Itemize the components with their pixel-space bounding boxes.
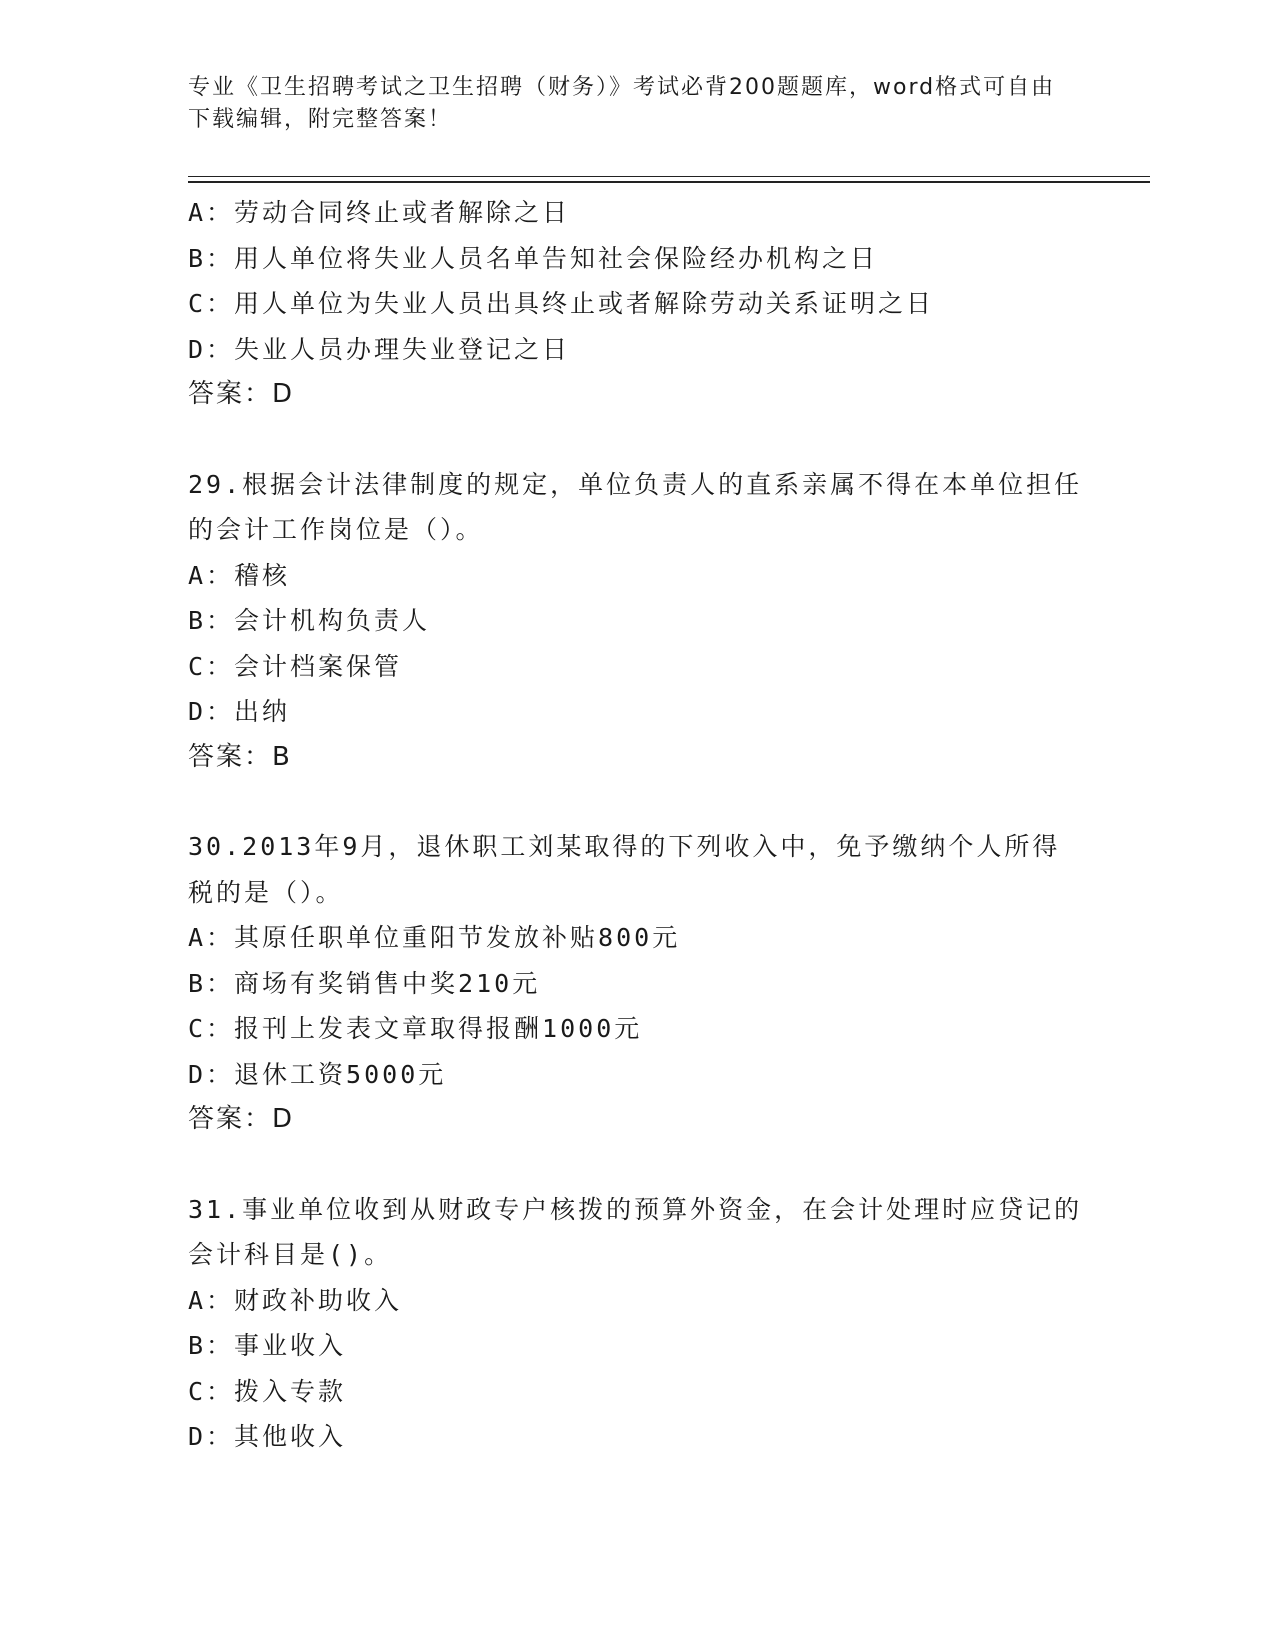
option-a: A：稽核	[188, 560, 291, 590]
answer-line: 答案：B	[188, 741, 292, 772]
option-a: A：财政补助收入	[188, 1285, 403, 1315]
question-29	[188, 462, 1088, 781]
question-30	[188, 824, 1088, 1143]
answer-line: 答案：D	[188, 379, 295, 409]
option-d: D：其他收入	[188, 1422, 347, 1451]
option-d: D：出纳	[188, 697, 291, 726]
question-31	[188, 1187, 1088, 1460]
option-d: D：失业人员办理失业登记之日	[188, 334, 571, 364]
header-divider-thin	[188, 176, 1150, 177]
option-c: C：会计档案保管	[188, 651, 403, 681]
option-c: C：拨入专款	[188, 1376, 347, 1406]
option-b: B：事业收入	[188, 1331, 347, 1360]
option-b: B：商场有奖销售中奖210元	[188, 968, 541, 998]
answer-line: 答案：D	[188, 1104, 295, 1134]
option-b: B：用人单位将失业人员名单告知社会保险经办机构之日	[188, 243, 879, 273]
question-gap	[188, 780, 1088, 824]
option-a: A：其原任职单位重阳节发放补贴800元	[188, 923, 681, 952]
option-c: C：用人单位为失业人员出具终止或者解除劳动关系证明之日	[188, 289, 935, 318]
header-divider-thick	[188, 181, 1150, 183]
question-gap	[188, 1143, 1088, 1187]
option-c: C：报刊上发表文章取得报酬1000元	[188, 1014, 643, 1043]
question-stem: 29.根据会计法律制度的规定，单位负责人的直系亲属不得在本单位担任的会计工作岗位是（）。	[188, 469, 1083, 544]
question-stem: 31.事业单位收到从财政专户核拨的预算外资金，在会计处理时应贷记的会计科目是()。	[188, 1194, 1083, 1269]
question-gap	[188, 418, 1088, 462]
document-header	[188, 72, 1068, 136]
question-stem: 30.2013年9月，退休职工刘某取得的下列收入中，免予缴纳个人所得税的是（）。	[188, 832, 1061, 907]
header-title: 专业《卫生招聘考试之卫生招聘（财务）》考试必背200题题库，word格式可自由下载编辑，附完整答案！	[188, 75, 1056, 132]
question-content	[188, 190, 1088, 1460]
question-28-continued	[188, 190, 1088, 418]
option-a: A：劳动合同终止或者解除之日	[188, 198, 571, 227]
option-b: B：会计机构负责人	[188, 606, 431, 635]
option-d: D：退休工资5000元	[188, 1059, 447, 1089]
